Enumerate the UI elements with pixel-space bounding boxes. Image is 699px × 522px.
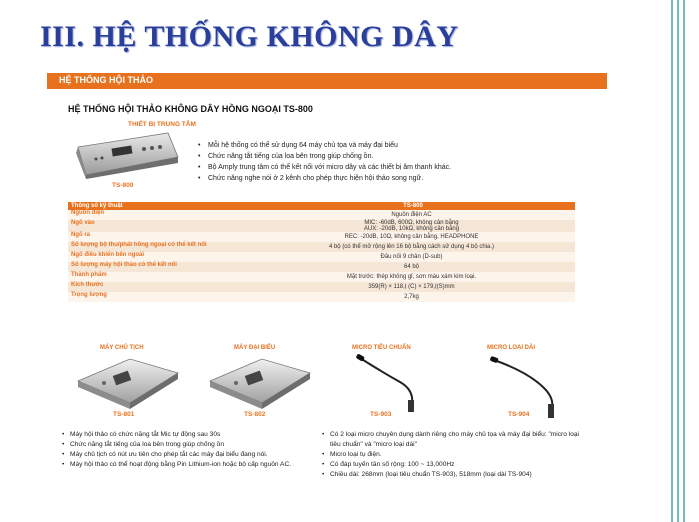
decorative-stripe xyxy=(671,0,679,522)
feature-item: • Bộ Amply trung tâm có thể kết nối với micro dây và các thiết bị âm thanh khác. xyxy=(198,162,451,173)
spec-row xyxy=(68,292,575,302)
spec-row xyxy=(68,262,575,272)
spec-value-line: MIC: -60dB, 600Ω, không cân bằng xyxy=(364,220,459,226)
spec-row xyxy=(68,272,575,282)
long-mic-image xyxy=(488,352,560,418)
spec-row xyxy=(68,282,575,292)
spec-label: Ngõ vào xyxy=(68,220,248,232)
product-caption: MÁY CHỦ TỊCH xyxy=(100,345,144,351)
system-subtitle: HỆ THỐNG HỘI THẢO KHÔNG DÂY HỒNG NGOẠI TS-800 xyxy=(68,104,313,114)
spec-value xyxy=(248,220,575,232)
chairman-unit-image xyxy=(74,355,182,409)
spec-value: REC: -20dB, 10Ω, không cân bằng, HEADPHONE xyxy=(248,232,575,242)
center-unit-model: TS-800 xyxy=(112,182,134,189)
spec-label: Ngõ ra xyxy=(68,232,248,242)
spec-label: Trọng lượng xyxy=(68,292,248,302)
spec-label: Thành phẩm xyxy=(68,272,248,282)
spec-row xyxy=(68,210,575,220)
spec-table xyxy=(68,202,575,302)
product-model: TS-903 xyxy=(370,411,392,418)
section-divider xyxy=(47,88,607,89)
note-item: • Có 2 loại micro chuyên dụng dành riêng cho máy chủ tọa và máy đại biểu: "micro loại tiêu chuẩn" và "micro loại dài" xyxy=(322,430,582,450)
decorative-stripe-thin xyxy=(683,0,685,522)
unit-notes xyxy=(62,430,292,470)
mic-notes xyxy=(322,430,582,480)
product-caption: MICRO TIÊU CHUẨN xyxy=(352,345,411,351)
feature-item: • Chức năng nghe nói ở 2 kênh cho phép thực hiện hội thảo song ngữ. xyxy=(198,173,451,184)
center-unit-caption: THIẾT BỊ TRUNG TÂM xyxy=(128,121,196,128)
spec-value: Đầu nối 9 chân (D-sub) xyxy=(248,252,575,262)
standard-mic-image xyxy=(352,352,422,412)
spec-value: Nguồn điện AC xyxy=(248,210,575,220)
product-caption: MÁY ĐẠI BIỂU xyxy=(234,345,276,351)
spec-value-line: AUX: -20dB, 10kΩ, không cân bằng xyxy=(363,226,460,232)
slide-title: III. HỆ THỐNG KHÔNG DÂY xyxy=(40,20,459,53)
feature-item: • Mỗi hệ thống có thể sử dụng 64 máy chủ tọa và máy đại biểu xyxy=(198,140,451,151)
spec-value: 359(R) × 118,Ị (C) × 179,Ị(S)mm xyxy=(248,282,575,292)
product-model: TS-801 xyxy=(113,411,135,418)
spec-row xyxy=(68,242,575,252)
delegate-unit-image xyxy=(206,355,314,409)
note-item: • Máy hội thảo có chức năng tắt Mic tự động sau 30s xyxy=(62,430,292,440)
center-unit-features xyxy=(198,140,451,184)
spec-label: Ngõ điều khiển bên ngoài xyxy=(68,252,248,262)
note-item: • Micro loại tụ điện. xyxy=(322,450,582,460)
note-item: • Chức năng tắt tiếng của loa bên trong giúp chống ồn xyxy=(62,440,292,450)
spec-value: 2,7kg xyxy=(248,292,575,302)
product-model: TS-904 xyxy=(508,411,530,418)
center-unit-image xyxy=(72,129,180,179)
spec-label: Nguồn điện xyxy=(68,210,248,220)
feature-item: • Chức năng tắt tiếng của loa bên trong giúp chống ồn. xyxy=(198,151,451,162)
spec-value: Mặt trước: thép không gỉ, sơn màu xám kim loại. xyxy=(248,272,575,282)
spec-label: Số lượng máy hội thảo có thể kết nối xyxy=(68,262,248,272)
note-item: • Máy chủ tịch có nút ưu tiên cho phép tắt các máy đại biểu đang nói. xyxy=(62,450,292,460)
product-model: TS-802 xyxy=(244,411,266,418)
spec-value: 4 bộ (có thể mở rộng lên 16 bộ bằng cách sử dụng 4 bộ chia.) xyxy=(248,242,575,252)
spec-header-label: Thông số kỹ thuật xyxy=(68,202,248,210)
note-item: • Chiều dài: 268mm (loại tiêu chuẩn TS-903), 518mm (loại dài TS-904) xyxy=(322,470,582,480)
spec-header-model: TS-800 xyxy=(248,202,575,210)
spec-header-row xyxy=(68,202,575,210)
spec-row xyxy=(68,232,575,242)
product-caption: MICRO LOẠI DÀI xyxy=(487,345,535,351)
spec-row xyxy=(68,252,575,262)
note-item: • Máy hội thảo có thể hoạt động bằng Pin Lithium-ion hoặc bộ cấp nguồn AC. xyxy=(62,460,292,470)
spec-label: Số lượng bộ thu/phát hồng ngoại có thể kết nối xyxy=(68,242,248,252)
section-bar: HỆ THỐNG HỘI THẢO xyxy=(47,73,607,88)
spec-value: 64 bộ xyxy=(248,262,575,272)
spec-row xyxy=(68,220,575,232)
spec-label: Kích thước xyxy=(68,282,248,292)
note-item: • Có đáp tuyến tần số rộng: 100 ~ 13,000Hz xyxy=(322,460,582,470)
